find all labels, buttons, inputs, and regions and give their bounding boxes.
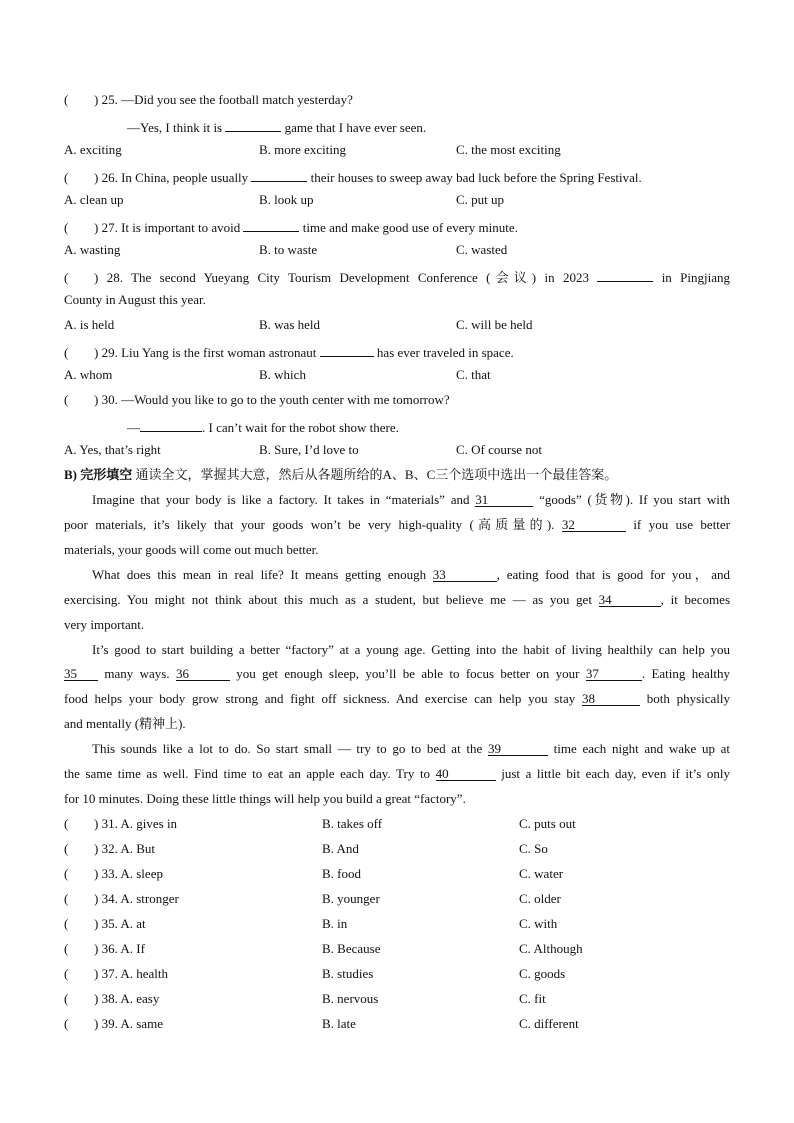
blank-40[interactable]: 40	[436, 766, 496, 781]
option-b[interactable]: B. Because	[322, 941, 381, 956]
option-c[interactable]: C. wasted	[456, 242, 508, 257]
option-c[interactable]: C. Of course not	[456, 442, 542, 457]
answer-paren[interactable]: (	[64, 92, 69, 107]
question-text: ) 26. In China, people usually	[94, 170, 249, 185]
option-a[interactable]: A. exciting	[64, 142, 122, 157]
passage-text: Imagine that your body is like a factory. It takes in “materials” and	[92, 492, 470, 507]
blank-39[interactable]: 39	[488, 741, 548, 756]
cloze-question-row	[64, 916, 730, 932]
passage-text: time each night and wake up at	[553, 741, 731, 756]
cloze-question-row	[64, 816, 730, 832]
question-30	[64, 392, 730, 408]
question-text: ) 28. The second Yueyang City Tourism Development Conference (会议) in 2023	[94, 270, 589, 285]
question-text: their houses to sweep away bad luck before the Spring Festival.	[310, 170, 642, 185]
blank[interactable]	[225, 117, 281, 132]
cloze-question-row	[64, 966, 730, 982]
passage-line	[92, 741, 730, 757]
option-c[interactable]: C. put up	[456, 192, 505, 207]
blank-33[interactable]: 33	[433, 567, 497, 582]
option-c[interactable]: C. puts out	[519, 816, 576, 831]
question-26	[64, 167, 730, 186]
passage-text: . Eating healthy	[641, 666, 731, 681]
reply-text: —	[127, 420, 140, 435]
question-28-cont: County in August this year.	[64, 292, 206, 307]
blank-35[interactable]: 35	[64, 666, 98, 681]
answer-paren[interactable]: (	[64, 392, 69, 407]
passage-text: both physically	[646, 691, 730, 706]
passage-text: poor materials, it’s likely that your goods won’t be very high-quality (高质量的).	[64, 517, 555, 532]
passage-line	[64, 766, 730, 782]
option-b[interactable]: B. food	[322, 866, 361, 881]
question-text: time and make good use of every minute.	[302, 220, 518, 235]
passage-text: This sounds like a lot to do. So start small — try to go to bed at the	[92, 741, 483, 756]
question-text: ) 25. —Did you see the football match yesterday?	[94, 92, 353, 107]
blank-36[interactable]: 36	[176, 666, 230, 681]
option-a[interactable]: A. whom	[64, 367, 113, 382]
answer-paren[interactable]: (	[64, 1016, 69, 1031]
answer-paren[interactable]: (	[64, 866, 69, 881]
section-title: B) 完形填空	[64, 467, 133, 482]
passage-line	[64, 517, 730, 533]
question-text: ) 30. —Would you like to go to the youth center with me tomorrow?	[94, 392, 450, 407]
passage-line: for 10 minutes. Doing these little things will help you build a great “factory”.	[64, 791, 466, 806]
answer-paren[interactable]: (	[64, 916, 69, 931]
option-a[interactable]: A. clean up	[64, 192, 124, 207]
option-c[interactable]: C. water	[519, 866, 564, 881]
option-c[interactable]: C. different	[519, 1016, 579, 1031]
cloze-question-row	[64, 991, 730, 1007]
option-b[interactable]: B. more exciting	[259, 142, 347, 157]
section-instruction: 通读全文，掌握其大意，然后从各题所给的A、B、C三个选项中选出一个最佳答案。	[132, 467, 618, 482]
passage-text: if you use better	[633, 517, 731, 532]
passage-text: food helps your body grow strong and fight off sickness. And exercise can help you stay	[64, 691, 576, 706]
option-c[interactable]: C. goods	[519, 966, 566, 981]
option-a[interactable]: ) 35. A. at	[94, 916, 146, 931]
reply-text: —Yes, I think it is	[127, 120, 223, 135]
cloze-question-row	[64, 891, 730, 907]
answer-paren[interactable]: (	[64, 170, 69, 185]
option-b[interactable]: B. Sure, I’d love to	[259, 442, 359, 457]
blank-37[interactable]: 37	[586, 666, 642, 681]
passage-text: the same time as well. Find time to eat an apple each day. Try to	[64, 766, 431, 781]
passage-text: What does this mean in real life? It means getting enough	[92, 567, 427, 582]
answer-paren[interactable]: (	[64, 966, 69, 981]
answer-paren[interactable]: (	[64, 816, 69, 831]
answer-paren[interactable]: (	[64, 345, 69, 360]
answer-paren[interactable]: (	[64, 270, 69, 285]
question-29	[64, 342, 730, 361]
blank[interactable]	[320, 342, 374, 357]
option-b[interactable]: B. And	[322, 841, 359, 856]
question-text: has ever traveled in space.	[376, 345, 514, 360]
option-a[interactable]: ) 33. A. sleep	[94, 866, 163, 881]
option-b[interactable]: B. to waste	[259, 242, 318, 257]
passage-text: , it becomes	[660, 592, 731, 607]
option-c[interactable]: C. So	[519, 841, 548, 856]
option-a[interactable]: ) 32. A. But	[94, 841, 156, 856]
option-a[interactable]: ) 36. A. If	[94, 941, 145, 956]
blank-34[interactable]: 34	[599, 592, 661, 607]
option-b[interactable]: B. was held	[259, 317, 321, 332]
cloze-question-row	[64, 941, 730, 957]
option-b[interactable]: B. look up	[259, 192, 314, 207]
question-28	[64, 267, 730, 286]
option-b[interactable]: B. late	[322, 1016, 356, 1031]
passage-line	[64, 592, 730, 608]
option-b[interactable]: B. takes off	[322, 816, 383, 831]
passage-line	[92, 492, 730, 508]
option-c[interactable]: C. that	[456, 367, 491, 382]
option-b[interactable]: B. studies	[322, 966, 374, 981]
section-heading	[64, 467, 730, 483]
cloze-question-row	[64, 841, 730, 857]
passage-text: “goods” (货物). If you start with	[539, 492, 730, 507]
option-c[interactable]: C. fit	[519, 991, 546, 1006]
blank-32[interactable]: 32	[562, 517, 626, 532]
reply-text: . I can’t wait for the robot show there.	[202, 420, 399, 435]
option-a[interactable]: ) 31. A. gives in	[94, 816, 178, 831]
answer-paren[interactable]: (	[64, 220, 69, 235]
blank-31[interactable]: 31	[475, 492, 533, 507]
passage-text: many ways.	[104, 666, 170, 681]
option-b[interactable]: B. which	[259, 367, 306, 382]
reply-text: game that I have ever seen.	[284, 120, 427, 135]
answer-paren[interactable]: (	[64, 991, 69, 1006]
option-a[interactable]: A. wasting	[64, 242, 121, 257]
passage-text: , eating food that is good for you，and	[496, 567, 730, 582]
option-a[interactable]: ) 34. A. stronger	[94, 891, 179, 906]
option-c[interactable]: C. will be held	[456, 317, 533, 332]
passage-line	[64, 691, 730, 707]
blank[interactable]	[251, 167, 307, 182]
question-25	[64, 92, 730, 108]
blank-38[interactable]: 38	[582, 691, 640, 706]
passage-text: you get enough sleep, you’ll be able to focus better on your	[236, 666, 580, 681]
option-a[interactable]: ) 37. A. health	[94, 966, 169, 981]
passage-line: and mentally (精神上).	[64, 716, 186, 731]
option-c[interactable]: C. Although	[519, 941, 583, 956]
answer-paren[interactable]: (	[64, 941, 69, 956]
passage-line: materials, your goods will come out much better.	[64, 542, 319, 557]
question-30-reply	[127, 417, 793, 436]
passage-text: just a little bit each day, even if it’s only	[501, 766, 730, 781]
option-a[interactable]: ) 39. A. same	[94, 1016, 163, 1031]
question-text: in Pingjiang	[661, 270, 730, 285]
passage-line: very important.	[64, 617, 145, 632]
answer-paren[interactable]: (	[64, 841, 69, 856]
option-c[interactable]: C. older	[519, 891, 561, 906]
question-text: ) 29. Liu Yang is the first woman astronaut	[94, 345, 317, 360]
option-b[interactable]: B. in	[322, 916, 348, 931]
option-a[interactable]: ) 38. A. easy	[94, 991, 160, 1006]
question-25-reply	[127, 117, 793, 136]
passage-line	[64, 666, 730, 682]
option-a[interactable]: A. is held	[64, 317, 115, 332]
cloze-question-row	[64, 1016, 730, 1032]
passage-line: It’s good to start building a better “factory” at a young age. Getting into the habit of living healthily can help you	[92, 642, 730, 657]
answer-paren[interactable]: (	[64, 891, 69, 906]
passage-text: exercising. You might not think about this much as a student, but believe me — as you get	[64, 592, 592, 607]
option-c[interactable]: C. with	[519, 916, 558, 931]
question-27	[64, 217, 730, 236]
option-a[interactable]: A. Yes, that’s right	[64, 442, 161, 457]
blank[interactable]	[597, 267, 653, 282]
option-b[interactable]: B. younger	[322, 891, 380, 906]
blank[interactable]	[243, 217, 299, 232]
cloze-question-row	[64, 866, 730, 882]
option-c[interactable]: C. the most exciting	[456, 142, 561, 157]
blank[interactable]	[140, 417, 202, 432]
option-b[interactable]: B. nervous	[322, 991, 379, 1006]
passage-line	[92, 567, 730, 583]
question-text: ) 27. It is important to avoid	[94, 220, 241, 235]
